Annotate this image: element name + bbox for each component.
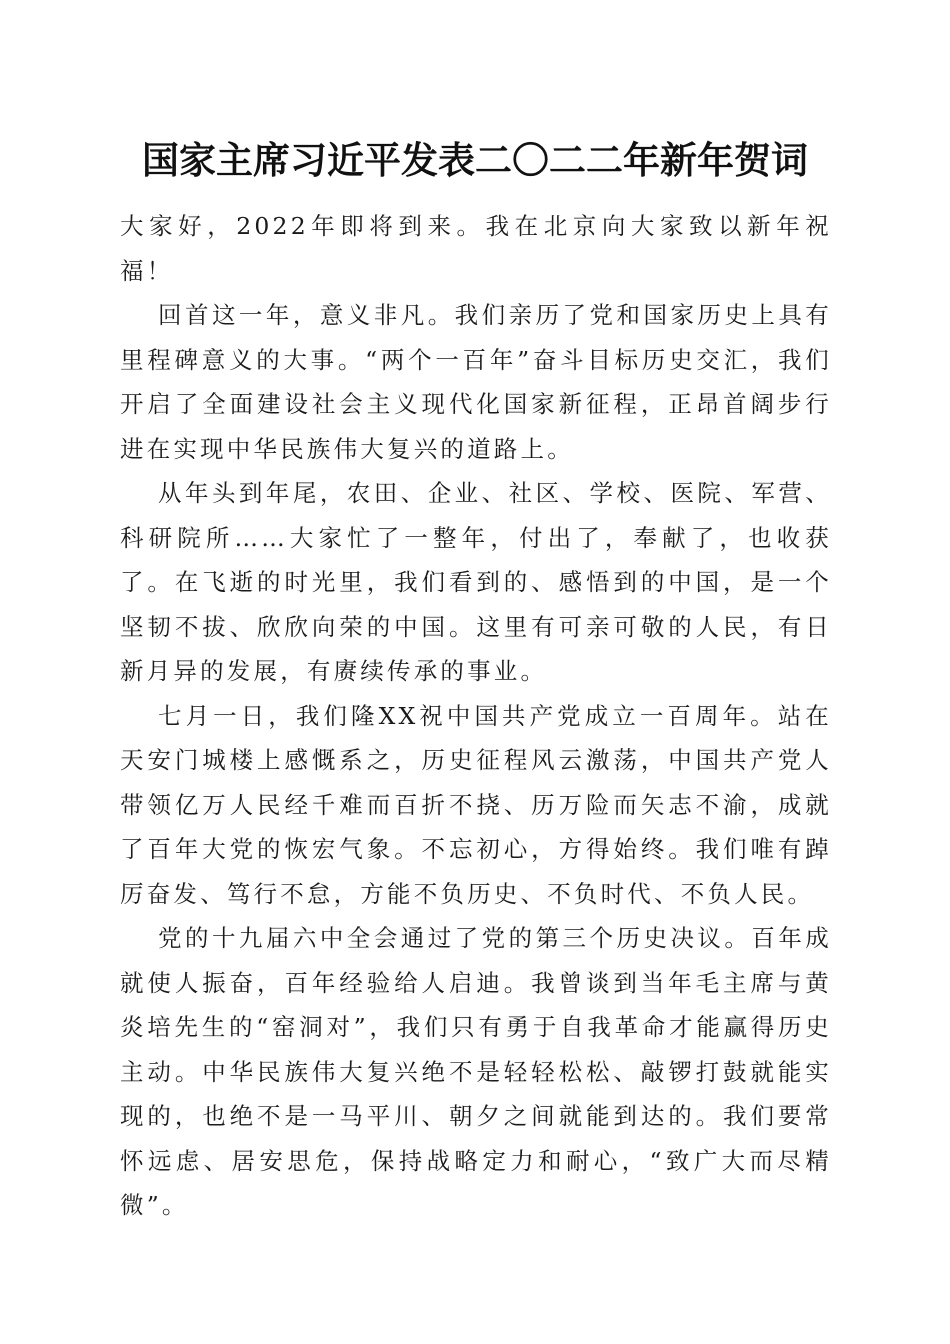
document-title: 国家主席习近平发表二〇二二年新年贺词 <box>142 138 808 182</box>
paragraph-plenary-session: 党的十九届六中全会通过了党的第三个历史决议。百年成就使人振奋，百年经验给人启迪。我曾谈到当年毛主席与黄炎培先生的“窑洞对”，我们只有勇于自我革命才能赢得历史主动。中华民族伟大复兴绝不是轻轻松松、敲锣打鼓就能实现的，也绝不是一马平川、朝夕之间就能到达的。我们要常怀远虑、居安思危，保持战略定力和耐心，“致广大而尽精微”。 <box>120 924 832 1219</box>
paragraph-year-round: 从年头到年尾，农田、企业、社区、学校、医院、军营、科研院所……大家忙了一整年，付出了，奉献了，也收获了。在飞逝的时光里，我们看到的、感悟到的中国，是一个坚韧不拔、欣欣向荣的中国。这里有可亲可敬的人民，有日新月异的发展，有赓续传承的事业。 <box>120 479 832 685</box>
paragraph-review-year: 回首这一年，意义非凡。我们亲历了党和国家历史上具有里程碑意义的大事。“两个一百年”奋斗目标历史交汇，我们开启了全面建设社会主义现代化国家新征程，正昂首阔步行进在实现中华民族伟大复兴的道路上。 <box>120 301 832 463</box>
document-body <box>120 204 832 1228</box>
paragraph-greeting: 大家好，2022年即将到来。我在北京向大家致以新年祝福！ <box>120 212 832 285</box>
paragraph-july-first: 七月一日，我们隆XX祝中国共产党成立一百周年。站在天安门城楼上感慨系之，历史征程风云激荡，中国共产党人带领亿万人民经千难而百折不挠、历万险而矢志不渝，成就了百年大党的恢宏气象。不忘初心，方得始终。我们唯有踔厉奋发、笃行不怠，方能不负历史、不负时代、不负人民。 <box>120 701 832 908</box>
